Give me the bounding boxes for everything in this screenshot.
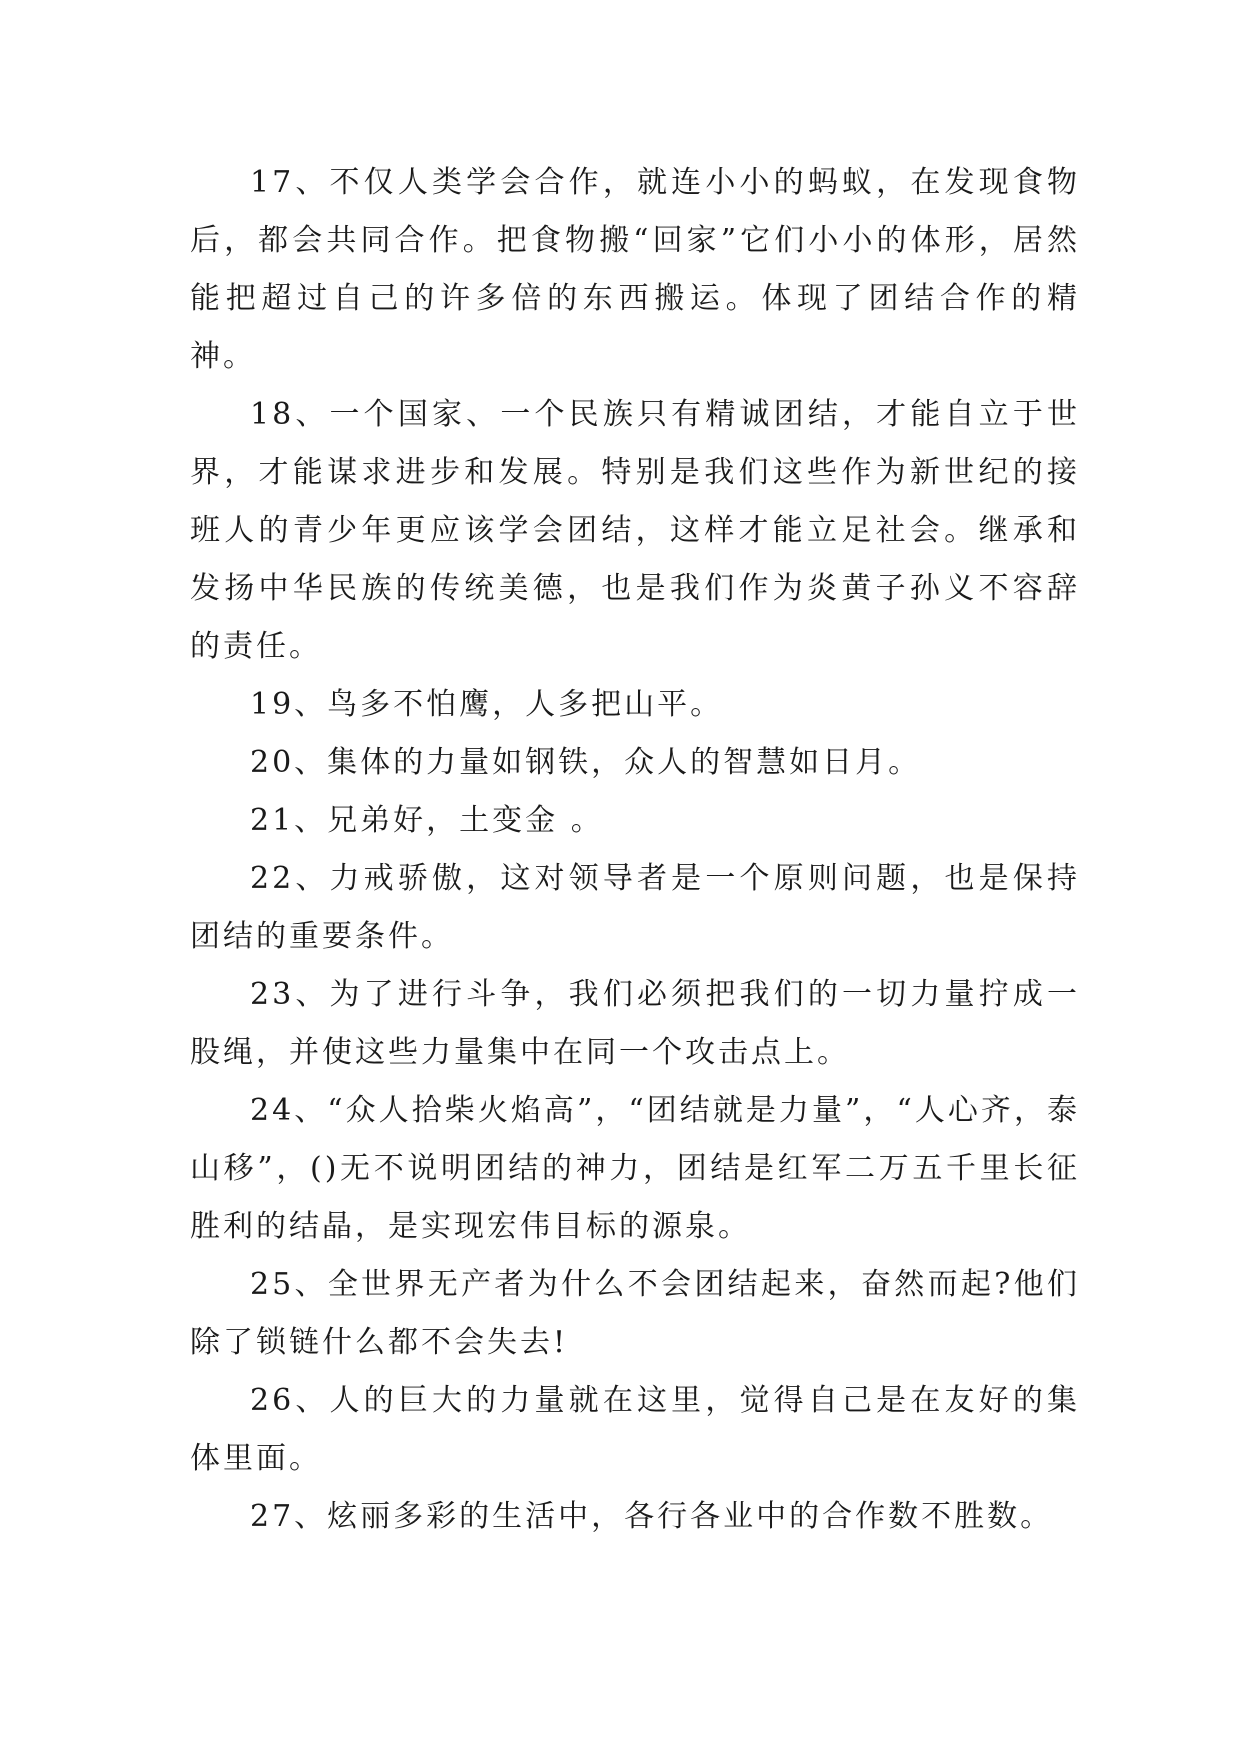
paragraph-21: 21、兄弟好，土变金 。 bbox=[250, 803, 604, 838]
paragraph-22: 22、力戒骄傲，这对领导者是一个原则问题，也是保持团结的重要条件。 bbox=[190, 861, 1080, 954]
paragraph-24: 24、“众人拾柴火焰高”，“团结就是力量”，“人心齐，泰山移”，()无不说明团结的神力，团结是红军二万五千里长征胜利的结晶，是实现宏伟目标的源泉。 bbox=[190, 1093, 1080, 1244]
paragraph-19: 19、鸟多不怕鹰，人多把山平。 bbox=[250, 687, 724, 722]
paragraph-27: 27、炫丽多彩的生活中，各行各业中的合作数不胜数。 bbox=[250, 1499, 1054, 1534]
paragraph-18: 18、一个国家、一个民族只有精诚团结，才能自立于世界，才能谋求进步和发展。特别是我们这些作为新世纪的接班人的青少年更应该学会团结，这样才能立足社会。继承和发扬中华民族的传统美德，也是我们作为炎黄子孙义不容辞的责任。 bbox=[190, 397, 1080, 664]
document-body bbox=[190, 154, 1080, 1546]
paragraph-25: 25、全世界无产者为什么不会团结起来，奋然而起?他们除了锁链什么都不会失去! bbox=[190, 1267, 1080, 1360]
paragraph-23: 23、为了进行斗争，我们必须把我们的一切力量拧成一股绳，并使这些力量集中在同一个攻击点上。 bbox=[190, 977, 1080, 1070]
paragraph-17: 17、不仅人类学会合作，就连小小的蚂蚁，在发现食物后，都会共同合作。把食物搬“回家”它们小小的体形，居然能把超过自己的许多倍的东西搬运。体现了团结合作的精神。 bbox=[190, 165, 1080, 374]
paragraph-26: 26、人的巨大的力量就在这里，觉得自己是在友好的集体里面。 bbox=[190, 1383, 1080, 1476]
paragraph-20: 20、集体的力量如钢铁，众人的智慧如日月。 bbox=[250, 745, 922, 780]
